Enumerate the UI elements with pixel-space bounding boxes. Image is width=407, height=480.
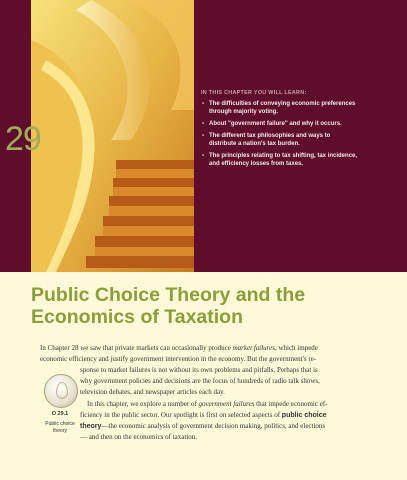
paragraph-line: television debates, and newspaper articles each day. [80,388,225,397]
learning-objective-item: • The different tax philosophies and ways to distribute a nation's tax burden. [201,132,391,148]
paragraph-line: sponse to market failures is not without its own problems and pitfalls. Perhaps that is [80,366,318,374]
paragraph-line: theory—the economic analysis of government decision making, politics, and elections [80,422,326,431]
paragraph-line: ficiency in the public sector. Our spotlight is first on selected aspects of public choice [80,410,327,419]
learning-objectives-box [201,90,391,172]
learning-objective-item: • About "government failure" and why it occurs. [201,120,391,128]
term-public-choice: public choice [281,411,327,419]
learning-objective-item: • The principles relating to tax shifting, tax incidence, and efficiency losses from taxes. [201,152,391,168]
staircase-photo [31,0,194,272]
paragraph-line: economic efficiency and justify government intervention in the economy. But the government's re- [40,355,317,364]
term-government-failures: government failures [198,399,255,408]
chapter-title-line: Public Choice Theory and the [31,284,306,306]
paragraph-line: In Chapter 28 we saw that private markets can occasionally produce market failures, which impede [40,344,318,352]
objective-label: Public choice theory [45,421,75,434]
objective-egg-icon [44,374,78,408]
learning-objectives-heading: IN THIS CHAPTER YOU WILL LEARN: [201,90,307,96]
paragraph-line: In this chapter, we explore a number of government failures that impede economic ef- [87,399,328,408]
chapter-number: 29 [5,120,41,158]
intro-paragraph [40,343,390,365]
egg-icon [56,382,68,399]
objective-code: O 29.1 [51,411,69,417]
learning-objective-item: • The difficulties of conveying economic preferences through majority voting. [201,100,391,116]
term-theory: theory [80,423,102,431]
paragraph-line: — and then on the economics of taxation. [80,433,198,442]
intro-paragraph-continued [80,365,390,443]
term-market-failures: market failures, [232,344,277,352]
paragraph-line: why government policies and decisions are the focus of hundreds of radio talk shows, [80,377,320,386]
learning-objectives-list [201,100,391,168]
chapter-title-line: Economics of Taxation [31,306,244,328]
chapter-title [31,284,305,328]
